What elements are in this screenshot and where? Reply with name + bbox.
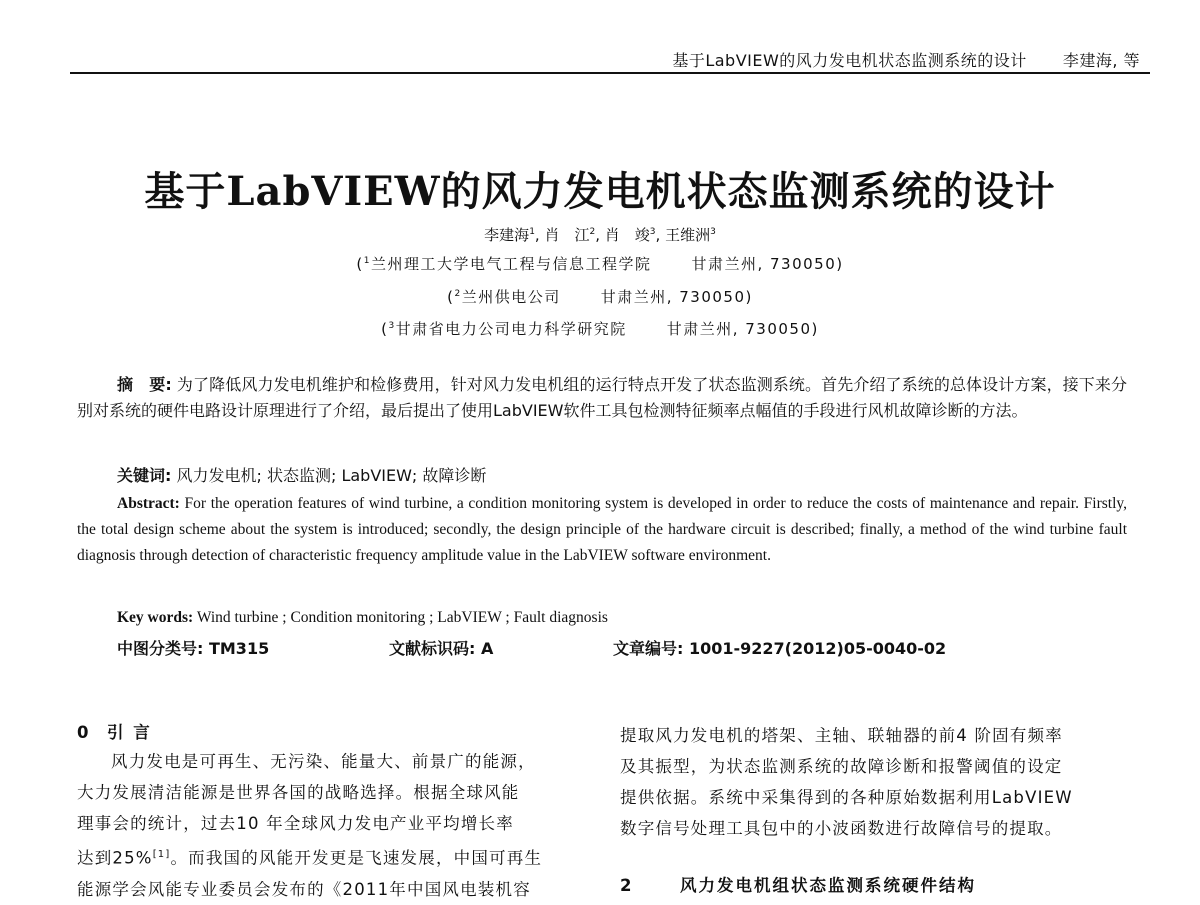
abstract-en-text: For the operation features of wind turbine, a condition monitoring system is developed in order to reduce the costs of maintenance and repair. Firstly, the total design scheme about the system is introduced; secondly, the design principle of the hardware circuit is described; finally, a method of the wind turbine fault diagnosis through detection of characteristic frequency amplitude value in the LabVIEW software environment. xyxy=(77,495,1128,564)
affiliation-3: ($^3$甘肃省电力公司电力科学研究院 甘肃兰州, 730050) xyxy=(381,320,819,338)
running-header-text xyxy=(672,48,1140,71)
abstract-cn-text: 为了降低风力发电机维护和检修费用，针对风力发电机组的运行特点开发了状态监测系统。首先介绍了系统的总体设计方案，接下来分别对系统的硬件电路设计原理进行了介绍，最后提出了使用LabVIEW软件工具包检测特征频率点幅值的手段进行风机故障诊断的方法。 xyxy=(77,375,1127,420)
body-line: 大力发展清洁能源是世界各国的战略选择。根据全球风能 xyxy=(77,783,520,802)
paper-title: 基于LabVIEW的风力发电机状态监测系统的设计 xyxy=(144,168,1056,215)
author-sup: 3 xyxy=(649,227,656,237)
section-title: 风力发电机组状态监测系统硬件结构 xyxy=(680,876,976,895)
author-name: 李建海 xyxy=(484,226,530,244)
body-line: 理事会的统计，过去10 年全球风力发电产业平均增长率 xyxy=(77,814,514,833)
section-number: 2 xyxy=(620,876,634,895)
affiliation-location: 甘肃兰州, 730050 xyxy=(666,320,812,338)
body-column-left xyxy=(77,720,582,905)
author-name: 肖 江 xyxy=(544,226,590,244)
affiliation-org: 甘肃省电力公司电力科学研究院 xyxy=(395,320,627,338)
author-list: 李建海$^1$, 肖 江$^2$, 肖 竣$^3$, 王维洲$^3$ xyxy=(484,226,716,244)
affiliation-org: 兰州理工大学电气工程与信息工程学院 xyxy=(370,255,652,273)
author-sup: 1 xyxy=(529,227,535,237)
article-number: 文章编号: 1001-9227(2012)05-0040-02 xyxy=(613,639,947,658)
body-line: 提取风力发电机的塔架、主轴、联轴器的前4 阶固有频率 xyxy=(620,726,1063,745)
classification-line xyxy=(117,636,946,659)
abstract-en-label: Abstract: xyxy=(117,495,180,512)
keywords-cn-text: 风力发电机; 状态监测; LabVIEW; 故障诊断 xyxy=(176,466,487,485)
author-name: 肖 竣 xyxy=(604,226,650,244)
affiliation-sup: 3 xyxy=(388,321,396,331)
abstract-cn-label: 摘 要: xyxy=(117,375,172,394)
body-line: 数字信号处理工具包中的小波函数进行故障信号的提取。 xyxy=(620,819,1063,838)
author-sup: 2 xyxy=(589,227,596,237)
affiliation-location: 甘肃兰州, 730050 xyxy=(600,288,746,306)
body-line: 能源学会风能专业委员会发布的《2011年中国风电装机容 xyxy=(77,879,531,899)
affiliation-1: ($^1$兰州理工大学电气工程与信息工程学院 甘肃兰州, 730050) xyxy=(356,255,844,273)
section-heading-intro xyxy=(77,720,582,746)
abstract-chinese xyxy=(77,372,1127,424)
affiliation-2: ($^2$兰州供电公司 甘肃兰州, 730050) xyxy=(447,288,753,306)
keywords-en-text: Wind turbine ; Condition monitoring ; LabVIEW ; Fault diagnosis xyxy=(196,609,608,626)
keywords-cn-label: 关键词: xyxy=(117,466,172,485)
body-text: 。而我国的风能开发更是飞速发展，中国可再生 xyxy=(170,848,543,868)
keywords-chinese xyxy=(117,463,486,486)
running-header xyxy=(70,44,1150,74)
abstract-english xyxy=(77,491,1127,569)
author-sup: 3 xyxy=(710,227,716,237)
body-line-with-citation xyxy=(77,839,582,874)
body-text: 达到25% xyxy=(77,848,153,868)
running-header-title: 基于LabVIEW的风力发电机状态监测系统的设计 xyxy=(672,51,1027,70)
document-code: 文献标识码: A xyxy=(389,639,494,658)
section-number: 0 xyxy=(77,723,91,742)
citation-link[interactable]: [1] xyxy=(152,849,171,860)
affiliation-org: 兰州供电公司 xyxy=(461,288,561,306)
keywords-english xyxy=(117,609,608,627)
body-line: 风力发电是可再生、无污染、能量大、前景广的能源， xyxy=(111,752,536,771)
affiliation-sup: 2 xyxy=(454,289,462,299)
affiliation-sup: 1 xyxy=(363,256,371,266)
affiliation-location: 甘肃兰州, 730050 xyxy=(691,255,837,273)
running-header-author: 李建海, 等 xyxy=(1062,51,1140,70)
author-name: 王维洲 xyxy=(665,226,711,244)
body-line: 及其振型，为状态监测系统的故障诊断和报警阈值的设定 xyxy=(620,757,1063,776)
body-column-right xyxy=(620,720,1130,844)
keywords-en-label: Key words: xyxy=(117,609,194,626)
section-title: 引 言 xyxy=(107,723,152,742)
body-line: 提供依据。系统中采集得到的各种原始数据利用LabVIEW xyxy=(620,788,1073,807)
section-heading-hardware xyxy=(620,872,976,896)
clc-number: 中图分类号: TM315 xyxy=(117,639,270,658)
